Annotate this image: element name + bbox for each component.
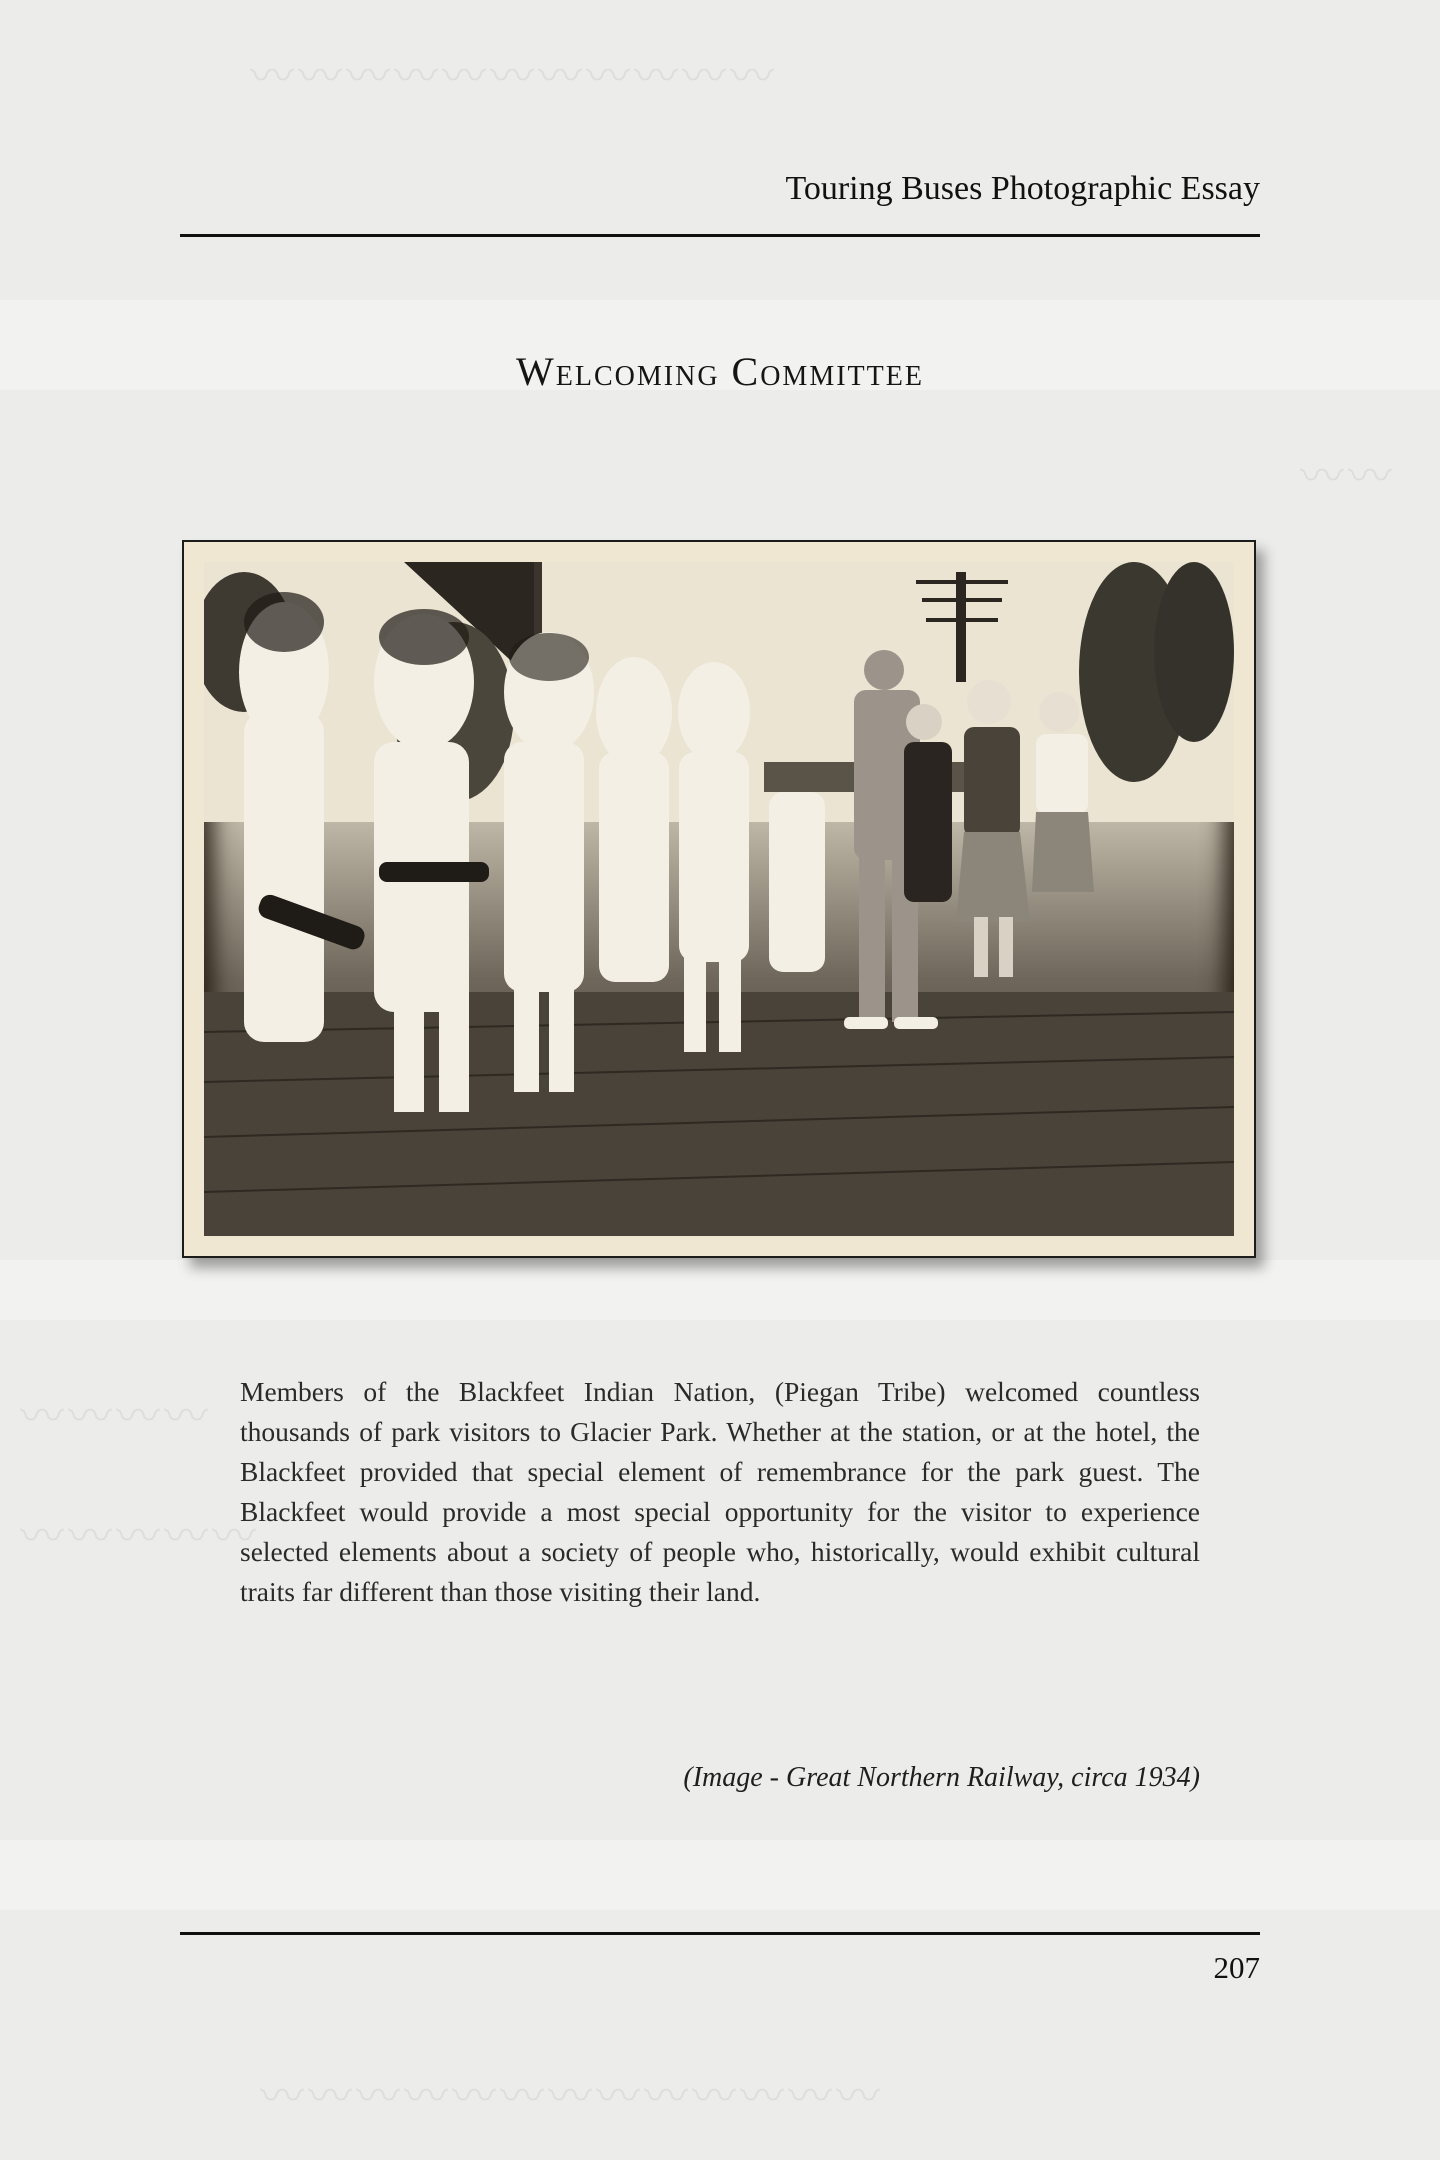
photograph-icon (204, 562, 1234, 1236)
historic-photograph (204, 562, 1234, 1236)
body-paragraph: Members of the Blackfeet Indian Nation, (Piegan Tribe) welcomed countless thousands of park visitors to Glacier Park. Whether at the station, or at the hotel, the Blackfeet provided that special element of remembrance for the park guest. The Blackfeet would provide a most special opportunity for the visitor to experience selected elements about a society of people who, historically, would exhibit cultural traits far different than those visiting their land. (240, 1376, 1200, 1607)
page-number: 207 (1213, 1950, 1260, 1985)
background-band (0, 1260, 1440, 1320)
image-credit: (Image - Great Northern Railway, circa 1934) (683, 1762, 1200, 1793)
handwriting-texture: 〰〰〰〰〰〰〰〰〰〰〰〰〰 (260, 2071, 884, 2122)
handwriting-texture: 〰〰〰〰 (20, 1391, 212, 1442)
running-header: Touring Buses Photographic Essay (785, 170, 1260, 207)
handwriting-texture: 〰〰 (1300, 451, 1396, 502)
handwriting-texture: 〰〰〰〰〰〰〰〰〰〰〰 (250, 51, 778, 102)
footer-rule (180, 1932, 1260, 1935)
header-rule (180, 234, 1260, 237)
background-band (0, 1840, 1440, 1910)
handwriting-texture: 〰〰〰〰〰 (20, 1511, 260, 1562)
photo-frame (182, 540, 1256, 1258)
section-title: Welcoming Committee (516, 349, 924, 394)
